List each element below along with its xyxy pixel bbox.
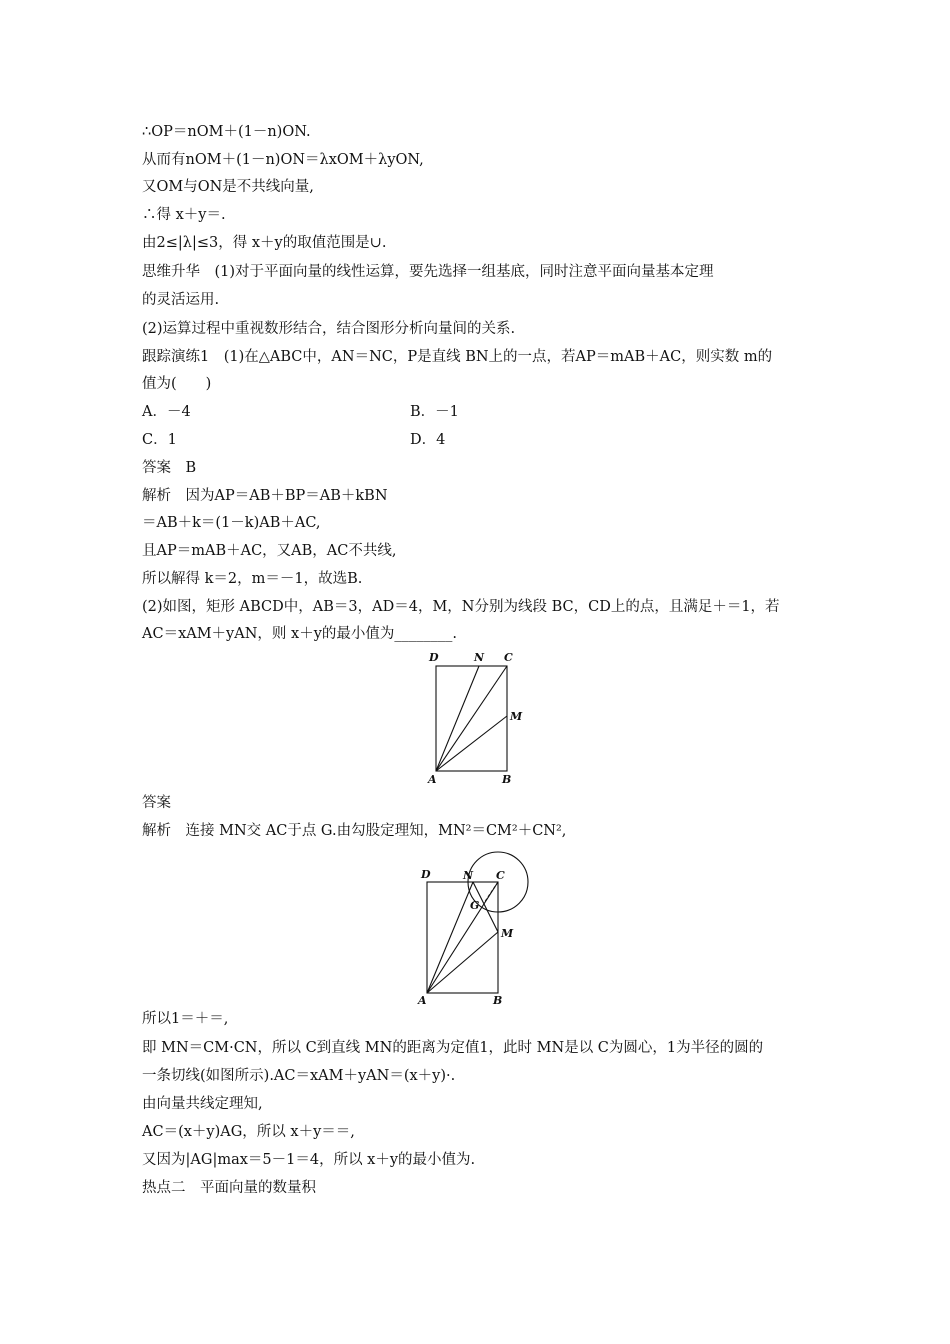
text-line: 所以1＝＋＝, <box>142 1011 229 1027</box>
segment-am <box>436 716 507 771</box>
answer-line: 答案 B <box>142 460 197 476</box>
label-a: A <box>428 773 437 786</box>
answer-line: 答案 <box>142 795 171 811</box>
label-g: G <box>470 899 480 912</box>
label-a: A <box>418 994 427 1007</box>
summary-line: 思维升华 (1)对于平面向量的线性运算，要先选择一组基底，同时注意平面向量基本定理 <box>142 264 714 280</box>
option-c: C．1 <box>142 432 177 448</box>
text-line: 一条切线(如图所示).AC＝xAM＋yAN＝(x＋y)·. <box>142 1068 456 1084</box>
segment-am <box>427 932 498 993</box>
rectangle-figure-1 <box>420 650 530 790</box>
text-line: (2)运算过程中重视数形结合，结合图形分析向量间的关系. <box>142 321 516 337</box>
label-d: D <box>429 651 439 664</box>
text-line: 的灵活运用. <box>142 292 220 308</box>
segment-ac <box>436 666 507 771</box>
label-c: C <box>496 869 505 882</box>
text-line: 又因为|AG|max＝5－1＝4，所以 x＋y的最小值为. <box>142 1152 476 1168</box>
question-line: AC＝xAM＋yAN，则 x＋y的最小值为________. <box>142 626 457 642</box>
label-m: M <box>501 927 514 940</box>
option-a: A．－4 <box>142 404 191 420</box>
segment-an <box>427 882 473 993</box>
text-line: ＝AB＋k＝(1－k)AB＋AC, <box>142 515 321 531</box>
question-line: 值为( ) <box>142 376 212 392</box>
option-d: D．4 <box>410 432 446 448</box>
segment-ac <box>427 882 498 993</box>
text-line: 由向量共线定理知, <box>142 1096 263 1112</box>
analysis-line: 解析 连接 MN交 AC于点 G.由勾股定理知，MN²＝CM²＋CN², <box>142 823 567 839</box>
label-n: N <box>474 651 485 664</box>
text-line: 所以解得 k＝2，m＝－1，故选B. <box>142 571 363 587</box>
text-line: ∴得 x＋y＝. <box>142 207 226 223</box>
text-line: AC＝(x＋y)AG，所以 x＋y＝＝, <box>142 1124 355 1140</box>
label-n: N <box>463 869 474 882</box>
rectangle-figure-2 <box>410 852 540 1007</box>
text-line: 即 MN＝CM·CN，所以 C到直线 MN的距离为定值1，此时 MN是以 C为圆心，1为半径的圆的 <box>142 1040 764 1056</box>
text-line: ∴OP＝nOM＋(1－n)ON. <box>142 124 311 140</box>
text-line: 且AP＝mAB＋AC，又AB，AC不共线, <box>142 543 397 559</box>
question-line: 跟踪演练1 (1)在△ABC中，AN＝NC，P是直线 BN上的一点，若AP＝mAB＋AC，则实数 m的 <box>142 349 773 365</box>
question-line: (2)如图，矩形 ABCD中，AB＝3，AD＝4，M，N分别为线段 BC，CD上的点，且满足＋＝1，若 <box>142 599 780 615</box>
option-b: B．－1 <box>410 404 459 420</box>
label-m: M <box>510 710 523 723</box>
text-line: 由2≤|λ|≤3，得 x＋y的取值范围是∪. <box>142 235 387 251</box>
text-line: 从而有nOM＋(1－n)ON＝λxOM＋λyON, <box>142 152 424 168</box>
label-b: B <box>502 773 512 786</box>
text-line: 又OM与ON是不共线向量, <box>142 179 314 195</box>
label-d: D <box>421 868 431 881</box>
label-c: C <box>504 651 513 664</box>
analysis-line: 解析 因为AP＝AB＋BP＝AB＋kBN <box>142 488 388 504</box>
label-b: B <box>493 994 503 1007</box>
section-heading: 热点二 平面向量的数量积 <box>142 1180 316 1196</box>
segment-an <box>436 666 479 771</box>
